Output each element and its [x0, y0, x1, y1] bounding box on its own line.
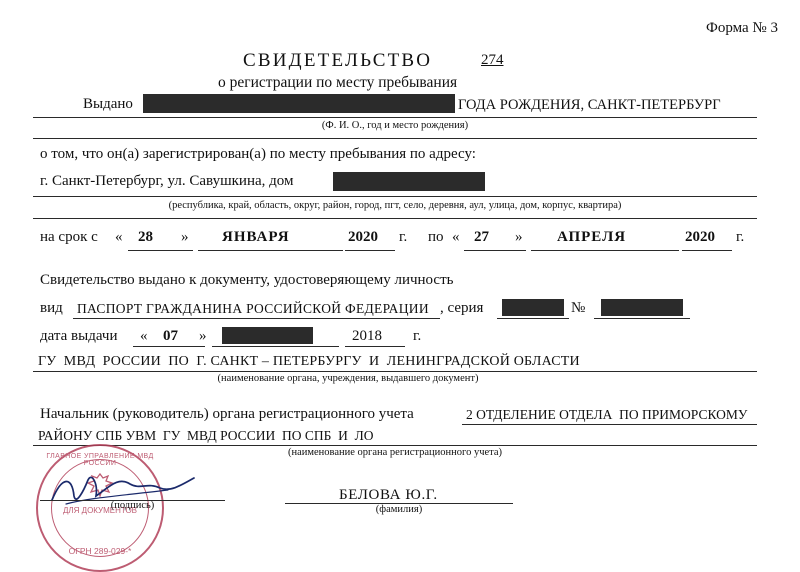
issued-to-rule: [33, 117, 757, 118]
term-quote-open-1: «: [115, 229, 123, 245]
number-redaction: [601, 299, 683, 316]
term-g-from: г.: [399, 229, 408, 245]
term-quote-close-1: »: [181, 229, 189, 245]
term-day-to: 27: [474, 229, 489, 245]
head-value-rule-1: [462, 424, 757, 425]
issue-g: г.: [413, 328, 422, 344]
issue-month-redaction: [222, 327, 313, 344]
term-year-to-rule: [682, 250, 732, 251]
address-hint-rule: [33, 218, 757, 219]
issued-to-label: Выдано: [83, 96, 133, 112]
term-middle: по: [428, 229, 444, 245]
form-number-label: Форма № 3: [706, 20, 778, 36]
issuing-authority-rule: [33, 371, 757, 372]
address-redaction: [333, 172, 485, 191]
issue-month-rule: [212, 346, 339, 347]
page-subtitle: о регистрации по месту пребывания: [218, 74, 458, 91]
series-label: , серия: [440, 300, 484, 316]
head-label: Начальник (руководитель) органа регистрационного учета: [40, 406, 414, 422]
stamp-bottom-text: ОГРН 289-029-*: [68, 546, 132, 556]
series-rule: [497, 318, 569, 319]
address-value: г. Санкт-Петербург, ул. Савушкина, дом: [40, 173, 294, 189]
issued-to-redaction: [143, 94, 455, 113]
stamp-middle-text: ДЛЯ ДОКУМЕНТОВ: [62, 506, 138, 515]
head-value-rule-2: [33, 445, 757, 446]
term-month-from: ЯНВАРЯ: [222, 229, 290, 245]
stamp-top-text: ГЛАВНОЕ УПРАВЛЕНИЕ МВД РОССИИ: [46, 453, 154, 467]
identity-intro: Свидетельство выдано к документу, удостоверяющему личность: [40, 272, 454, 288]
term-prefix: на срок с: [40, 229, 98, 245]
head-value-hint: (наименование органа регистрационного учета): [287, 447, 503, 458]
term-month-from-rule: [198, 250, 343, 251]
head-value-line1: 2 ОТДЕЛЕНИЕ ОТДЕЛА ПО ПРИМОРСКОМУ: [466, 407, 748, 422]
term-g-to: г.: [736, 229, 745, 245]
address-hint: (республика, край, область, округ, район, город, пгт, село, деревня, аул, улица, дом, корпус, квартира): [168, 200, 622, 211]
issued-to-value-suffix: ГОДА РОЖДЕНИЯ, САНКТ-ПЕТЕРБУРГ: [458, 97, 721, 113]
issuing-authority-hint: (наименование органа, учреждения, выдавшего документ): [217, 373, 479, 384]
certificate-number: 274: [481, 52, 504, 68]
term-year-to: 2020: [685, 229, 715, 245]
term-day-from: 28: [138, 229, 153, 245]
issue-date-label: дата выдачи: [40, 328, 118, 344]
term-quote-open-2: «: [452, 229, 460, 245]
issue-year-rule: [345, 346, 405, 347]
term-day-from-rule: [128, 250, 193, 251]
address-rule: [33, 196, 757, 197]
fio-rule: [33, 138, 757, 139]
surname-hint: (фамилия): [375, 504, 423, 515]
registration-statement: о том, что он(а) зарегистрирован(а) по месту пребывания по адресу:: [40, 146, 476, 162]
page-title: СВИДЕТЕЛЬСТВО: [243, 50, 433, 71]
official-surname: БЕЛОВА Ю.Г.: [339, 487, 438, 503]
term-month-to-rule: [531, 250, 679, 251]
issue-day: 07: [163, 328, 178, 344]
term-month-to: АПРЕЛЯ: [557, 229, 627, 245]
issue-day-rule: [133, 346, 205, 347]
signature-hint: (подпись): [110, 500, 155, 511]
term-quote-close-2: »: [515, 229, 523, 245]
series-redaction: [502, 299, 564, 316]
term-year-from-rule: [345, 250, 395, 251]
issue-quote-close: »: [199, 328, 207, 344]
head-value-line2: РАЙОНУ СПБ УВМ ГУ МВД РОССИИ ПО СПБ И ЛО: [38, 428, 374, 443]
document-type-label: вид: [40, 300, 63, 316]
term-day-to-rule: [464, 250, 526, 251]
document-type-rule: [73, 318, 440, 319]
number-label: №: [571, 300, 586, 316]
issue-year: 2018: [352, 328, 382, 344]
document-type-value: ПАСПОРТ ГРАЖДАНИНА РОССИЙСКОЙ ФЕДЕРАЦИИ: [77, 301, 429, 316]
fio-hint: (Ф. И. О., год и место рождения): [321, 120, 469, 131]
issue-quote-open: «: [140, 328, 148, 344]
number-rule: [594, 318, 690, 319]
issuing-authority: ГУ МВД РОССИИ ПО Г. САНКТ – ПЕТЕРБУРГУ И ЛЕНИНГРАДСКОЙ ОБЛАСТИ: [38, 354, 580, 369]
term-year-from: 2020: [348, 229, 378, 245]
